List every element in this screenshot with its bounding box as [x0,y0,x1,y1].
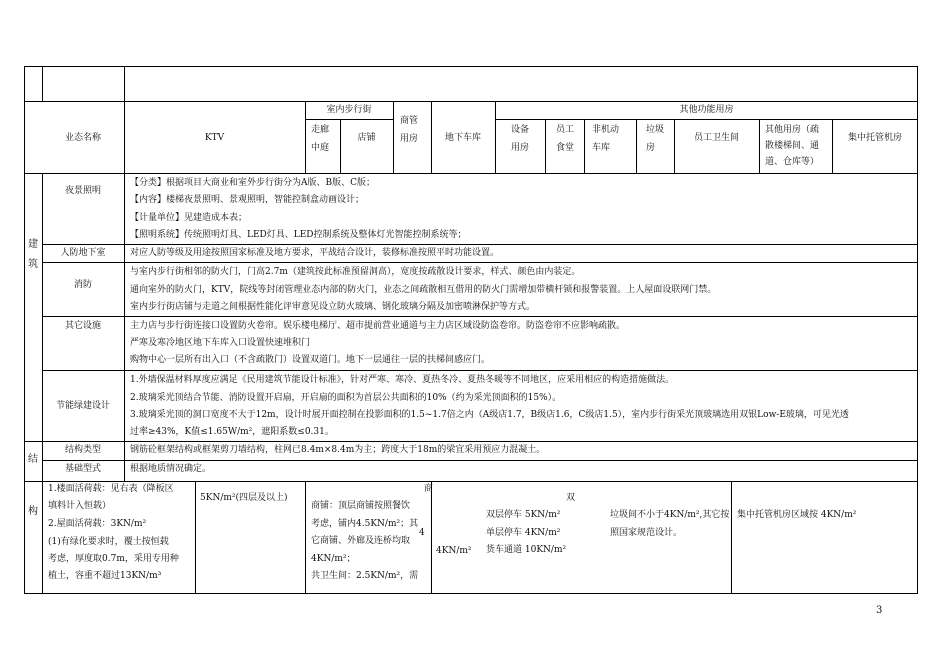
floor-load-line: 1.楼面活荷载：见右表（降板区 [48,484,174,494]
shop-load-line: 考虑，铺内4.5KN/m²；其 [311,519,419,529]
other-header-line3: 道、仓库等） [765,157,820,167]
night-line: 【照明系统】传统照明灯具、LED灯具、LED控制系统及整体灯光智能控制系统等； [130,230,467,240]
structure-type-label: 结构类型 [64,445,101,455]
energy-line: 过率≥43%，K值≤1.65W/m²，遮阳系数≤0.31。 [130,427,334,437]
shop-load-line: 商铺：顶层商铺按照餐饮 [311,501,411,511]
garage-load-line: 单层停车 4KN/m² [486,528,561,538]
fire-line: 通向室外的防火门，KTV，院线等封闭管理业态内部的防火门，业态之间疏散相互借用的防火门需增加带横杆锁和报警装置。上人屋面设联网门禁。 [130,285,717,295]
corridor-header-line2: 中庭 [311,143,330,153]
central-hosting-header: 集中托管机房 [847,133,902,143]
mgmt-header-line2: 用房 [400,134,419,144]
fire-line: 与室内步行街相邻的防火门，门高2.7m（建筑按此标准预留洞高），宽度按疏散设计要求，样式、颜色由内装定。 [130,267,581,277]
central-hosting-load: 集中托管机房区域按 4KN/m² [737,510,857,520]
other-facilities-line: 购物中心一层所有出入口（不含疏散门）设置双道门。地下一层通往一层的扶梯间感应门。 [130,355,491,365]
indoor-street-header: 室内步行街 [326,105,372,115]
foundation-label: 基础型式 [64,464,101,474]
garbage-load-line: 照国家规范设计。 [610,528,683,538]
structure-type-text: 钢筋砼框架结构或框架剪刀墙结构，柱网已8.4m×8.4m为主；跨度大于18m的梁宜采用预应力混凝土。 [130,445,546,455]
energy-design-label: 节能绿建设计 [55,401,110,411]
garage-load-line: 双层停车 5KN/m² [486,510,561,520]
night-line: 【计量单位】见建造成本表； [130,213,248,223]
side-label-jie: 结 [28,454,38,465]
energy-line: 2.玻璃采光顶结合节能、消防设置开启扇，开启扇的面积为首层公共面积的10%（约为采光顶面积的15%）。 [130,393,562,403]
nonmotor-header-line2: 车库 [592,143,611,153]
shop-load-top: 商 [424,484,434,494]
floor-load-line: 考虑，厚度取0.7m，采用专用种 [48,554,179,564]
energy-line: 1.外墙保温材料厚度应满足《民用建筑节能设计标准》，针对严寒、寒冷、夏热冬冷、夏热冬暖等不同地区，应采用相应的构造措施做法。 [130,375,675,385]
row-label-header: 业态名称 [64,133,101,143]
floor-load-line: 填料计入恒载） [48,501,112,511]
other-rooms-header: 其他功能用房 [679,105,734,115]
fire-label: 消防 [73,280,92,290]
other-facilities-label: 其它设施 [64,321,101,331]
corridor-header-line1: 走廊 [311,125,330,135]
shop-load-line: 它商铺、外廊及连桥均取 [311,536,411,546]
mgmt-load: 4KN/m² [436,546,472,556]
garbage-header-line1: 垃圾 [646,125,665,135]
other-header-line1: 其他用房（疏 [765,125,820,135]
night-lighting-label: 夜景照明 [64,186,101,196]
ktv-load: 5KN/m²(四层及以上) [200,493,288,503]
mgmt-header-line1: 商管 [400,116,419,126]
side-label-gou: 构 [28,506,38,517]
foundation-text: 根据地质情况确定。 [130,464,212,474]
civil-defense-label: 人防地下室 [60,248,106,258]
mgmt-load-four: 4 [419,528,425,538]
staff-wc-header: 员工卫生间 [693,133,739,143]
shop-load-line: 共卫生间：2.5KN/m²，需 [311,571,419,581]
equip-header-line2: 用房 [511,143,530,153]
side-label-jian: 建 [28,239,38,250]
floor-load-line: 2.屋面活荷载：3KN/m² [48,519,147,529]
shop-load-line: 4KN/m²； [311,554,356,564]
staff-header-line1: 员工 [556,125,575,135]
fire-line: 室内步行街店铺与走道之间根据性能化评审意见设立防火玻璃、钢化玻璃分隔及加密喷淋保护等方式。 [130,302,536,312]
shop-header: 店铺 [357,133,376,143]
garage-load-top: 双 [566,493,576,503]
side-label-zhu: 筑 [28,259,38,270]
floor-load-line: 植土，容重不超过13KN/m³ [48,571,162,581]
other-header-line2: 散楼梯间、通 [765,141,820,151]
garbage-header-line2: 房 [646,143,656,153]
nonmotor-header-line1: 非机动 [592,125,620,135]
night-line: 【分类】根据项目大商业和室外步行街分为A版、B版、C版； [130,178,376,188]
energy-line: 3.玻璃采光顶的洞口宽度不大于12m，设计时展开面控制在投影面积的1.5~1.7倍之内（A级店1.7，B级店1.6，C级店1.5），室内步行街采光顶玻璃选用双银Low-E玻璃，可见光透 [130,410,849,420]
garage-load-line: 货车通道 10KN/m² [486,545,567,555]
basement-garage-header: 地下车库 [444,133,481,143]
ktv-header: KTV [204,133,225,143]
staff-header-line2: 食堂 [556,143,575,153]
equip-header-line1: 设备 [511,125,530,135]
other-facilities-line: 严寒及寒冷地区地下车库入口设置快速堆积门 [130,338,311,348]
night-line: 【内容】楼梯夜景照明、景观照明，智能控制盒动画设计； [130,195,365,205]
garbage-load-line: 垃圾间不小于4KN/m²,其它按 [610,510,730,520]
civil-defense-text: 对应人防等级及用途按照国家标准及地方要求，平战结合设计，装修标准按照平时功能设置。 [130,248,500,258]
other-facilities-line: 主力店与步行街连接口设置防火卷帘。娱乐楼电梯厅、超市提前营业通道与主力店区域设防盗卷帘。防盗卷帘不应影响疏散。 [130,321,626,331]
floor-load-line: (1)有绿化要求时，覆土按恒载 [48,537,169,547]
page-number: 3 [876,605,883,616]
